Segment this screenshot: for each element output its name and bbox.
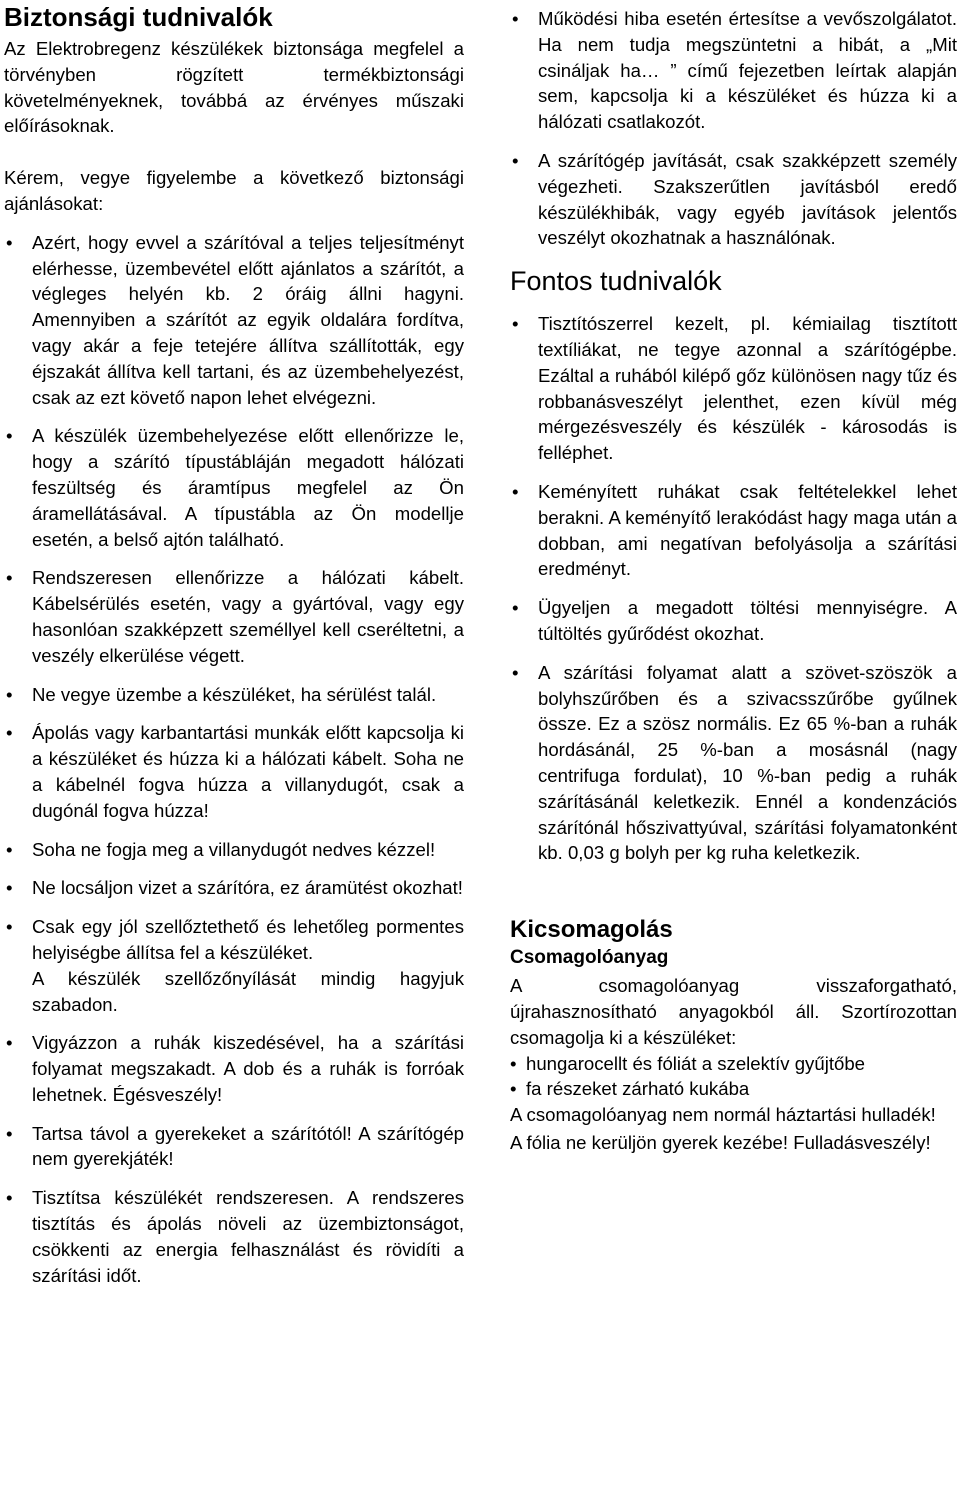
important-list (510, 311, 957, 866)
list-item: • Rendszeresen ellenőrizze a hálózati kábelt. Kábelsérülés esetén, vagy a gyártóval, vagy egy hasonlóan szakképzett személlyel kell cseréltetni, a veszély elkerülése végett. (4, 565, 464, 668)
list-item: • Működési hiba esetén értesítse a vevőszolgálatot. Ha nem tudja megszüntetni a hibát, a „Mit csináljak ha… ” című fejezetben leírtak alapján sem, kapcsolja ki a készüléket és húzza ki a hálózati csatlakozót. (510, 6, 957, 135)
list-item: • Tartsa távol a gyerekeket a szárítótól! A szárítógép nem gyerekjáték! (4, 1121, 464, 1173)
list-item: • A szárítási folyamat alatt a szövet-szöszök a bolyhszűrőben és a szivacsszűrőbe gyűlnek össze. Ez a szösz normális. Ez 65 %-ban a ruhák hordásánál, 25 %-ban a mosásnál (nagy centrifuga fordulat), 10 %-ban pedig a ruhák szárításánál keletkezik. Ennél a kondenzációs szárítónál hőszivattyúval, szárítási folyamatonként kb. 0,03 g bolyh per kg ruha keletkezik. (510, 660, 957, 866)
list-item: • Soha ne fogja meg a villanydugót nedves kézzel! (4, 837, 464, 863)
packaging-text: A csomagolóanyag visszaforgatható, újrahasznosítható anyagokból áll. Szortírozottan csomagolja ki a készüléket: (510, 975, 957, 1048)
list-item: • Ne locsáljon vizet a szárítóra, ez áramütést okozhat! (4, 875, 464, 901)
list-item: • hungarocellt és fóliát a szelektív gyűjtőbe (510, 1051, 957, 1077)
safety-title: Biztonsági tudnivalók (4, 2, 273, 32)
packaging-subtitle: Csomagolóanyag (510, 947, 669, 969)
list-item: • Vigyázzon a ruhák kiszedésével, ha a szárítási folyamat megszakadt. A dob és a ruhák is forróak lehetnek. Égésveszély! (4, 1030, 464, 1107)
packaging-list (510, 1051, 957, 1103)
left-column (4, 0, 464, 1301)
safety-intro: Az Elektrobregenz készülékek biztonsága megfelel a törvényben rögzített termékbiztonsági követelményeknek, továbbá az érvényes műszaki előírásoknak. (4, 38, 464, 137)
right-column (510, 0, 957, 1156)
safety-request: Kérem, vegye figyelembe a következő biztonsági ajánlásokat: (4, 167, 464, 214)
list-item: • Ügyeljen a megadott töltési mennyiségre. A túltöltés gyűrődést okozhat. (510, 595, 957, 647)
list-item: • A készülék üzembehelyezése előtt ellenőrizze le, hogy a szárító típustábláján megadott hálózati feszültség és áramtípus megfelel az Ön áramellátásával. A típustábla az Ön modellje esetén, a belső ajtón található. (4, 423, 464, 552)
list-item (4, 914, 464, 1017)
list-item: • Ápolás vagy karbantartási munkák előtt kapcsolja ki a készüléket és húzza ki a hálózati kábelt. Soha ne a kábelnél fogva húzza a villanydugót, csak a dugónál fogva húzza! (4, 720, 464, 823)
list-item-text: Csak egy jól szellőztethető és lehetőleg pormentes helyiségbe állítsa fel a készüléket. (32, 916, 464, 963)
list-item: • Ne vegye üzembe a készüléket, ha sérülést talál. (4, 682, 464, 708)
list-item-extra: A készülék szellőzőnyílását mindig hagyjuk szabadon. (32, 967, 464, 1015)
safety-list (4, 230, 464, 1289)
safety-list-continued (510, 6, 957, 251)
list-item: • A szárítógép javítását, csak szakképzett személy végezheti. Szakszerűtlen javításból eredő készülékhibák, vagy egyéb javítások jelentős veszélyt okozhatnak a használónak. (510, 148, 957, 251)
list-item: • Azért, hogy evvel a szárítóval a teljes teljesítményt elérhesse, üzembevétel előtt ajánlatos a szárítót, a végleges helyén kb. 2 óráig állni hagyni. Amennyiben a szárítót az egyik oldalára fordítva, vagy akár a feje tetejére állítva szállították, egy éjszakát állítva kell tartani, és az üzembehelyezést, csak az ezt követő napon lehet elvégezni. (4, 230, 464, 411)
list-item: • fa részeket zárható kukába (510, 1076, 957, 1102)
list-item: • Tisztítószerrel kezelt, pl. kémiailag tisztított textíliákat, ne tegye azonnal a szárítógépbe. Ezáltal a ruhából kilépő gőz különösen nagy tűz és robbanásveszélyt jelenthet, ezen kívül még mérgezésveszély és készülék - károsodás is felléphet. (510, 311, 957, 466)
list-item: • Keményített ruhákat csak feltételekkel lehet berakni. A keményítő lerakódást hagy maga után a dobban, ami negatívan befolyásolja a szárítási eredményt. (510, 479, 957, 582)
important-title: Fontos tudnivalók (510, 266, 722, 297)
list-item: • Tisztítsa készülékét rendszeresen. A rendszeres tisztítás és ápolás növeli az üzembiztonságot, csökkenti az energia felhasználást és rövidíti a szárítási időt. (4, 1185, 464, 1288)
packaging-foil-warning: A fólia ne kerüljön gyerek kezébe! Fulladásveszély! (510, 1131, 931, 1153)
packaging-title: Kicsomagolás (510, 916, 673, 944)
packaging-warning: A csomagolóanyag nem normál háztartási hulladék! (510, 1104, 936, 1126)
